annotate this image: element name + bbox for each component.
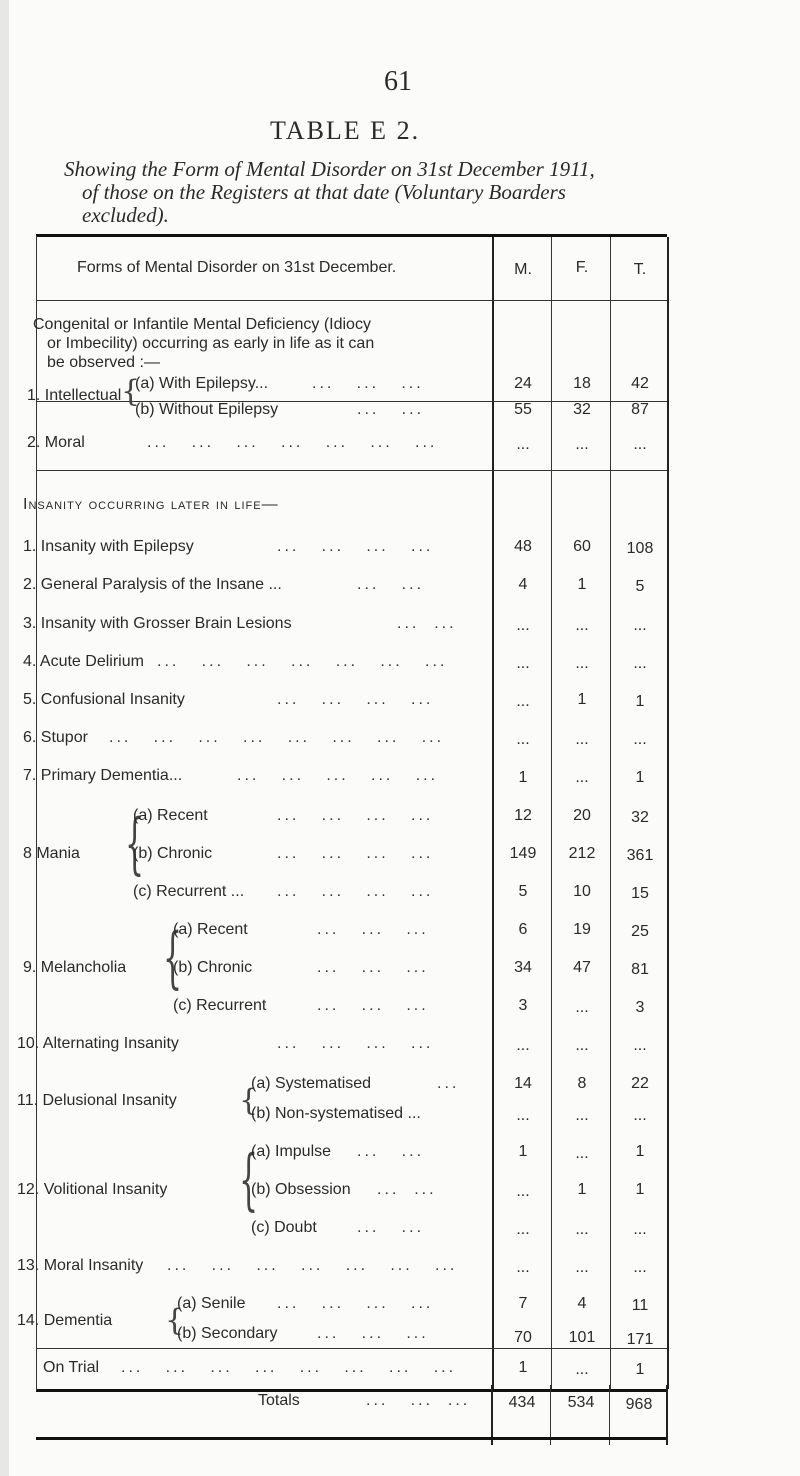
- dot-leader: ... ... ... ... ... ... ...: [147, 434, 438, 451]
- group-label-dementia: 14. Dementia: [17, 1312, 113, 1329]
- header-form: Forms of Mental Disorder on 31st December.: [77, 259, 397, 276]
- dot-leader: ... ...: [357, 401, 425, 418]
- cell-t: 1: [635, 693, 645, 710]
- dot-leader: ... ... ... ...: [277, 538, 434, 555]
- total-m: 434: [508, 1394, 536, 1411]
- cell-m: ...: [516, 731, 530, 748]
- cell-m: 1: [518, 1143, 528, 1160]
- cell-f: ...: [575, 1259, 589, 1276]
- dot-leader: ... ... ... ... ... ... ...: [167, 1257, 458, 1274]
- row-label: (a) Impulse: [251, 1143, 332, 1160]
- cell-f: ...: [575, 731, 589, 748]
- cell-t: ...: [633, 1259, 647, 1276]
- cell-m: 55: [514, 401, 532, 418]
- cell-t: ...: [633, 1037, 647, 1054]
- cell-f: 1: [577, 691, 587, 708]
- row-label: 3. Insanity with Grosser Brain Lesions: [23, 615, 292, 632]
- cell-f: 18: [573, 375, 591, 392]
- cell-f: 1: [577, 1181, 587, 1198]
- cell-f: ...: [575, 1361, 589, 1378]
- row-label: (b) Chronic: [173, 959, 253, 976]
- cell-m: ...: [516, 436, 530, 453]
- brace-icon: {: [125, 806, 145, 884]
- dot-leader: ... ... ...: [317, 1325, 429, 1342]
- brace-icon: {: [121, 374, 141, 409]
- cell-t: 11: [631, 1297, 649, 1314]
- cell-m: 1: [518, 1359, 528, 1376]
- section-rule: [37, 470, 667, 471]
- totals-rule: [37, 1348, 667, 1349]
- row-label: (c) Doubt: [251, 1219, 317, 1236]
- group-label-delusional: 11. Delusional Insanity: [17, 1092, 177, 1109]
- cell-t: 87: [631, 401, 649, 418]
- column-rule: [550, 1385, 551, 1445]
- column-rule: [492, 237, 494, 1389]
- cell-m: 7: [518, 1295, 528, 1312]
- cell-m: 24: [514, 375, 532, 392]
- cell-m: 3: [518, 997, 528, 1014]
- cell-f: 47: [573, 959, 591, 976]
- cell-m: ...: [516, 1037, 530, 1054]
- cell-t: 1: [635, 769, 645, 786]
- page-edge-shadow: [0, 0, 9, 1476]
- cell-m: 48: [514, 538, 532, 555]
- brace-icon: {: [165, 1303, 185, 1338]
- cell-t: ...: [633, 731, 647, 748]
- cell-m: 12: [514, 807, 532, 824]
- table-caption: [64, 158, 744, 227]
- row-label: (b) Non-systematised ...: [251, 1105, 421, 1122]
- column-rule: [609, 1385, 610, 1445]
- header-total: T.: [633, 261, 647, 278]
- cell-m: 1: [518, 769, 528, 786]
- cell-t: 361: [626, 847, 654, 864]
- cell-t: 171: [626, 1331, 654, 1348]
- dot-leader: ... ... ...: [317, 921, 429, 938]
- header-rule: [37, 300, 667, 301]
- brace-icon: {: [163, 920, 183, 998]
- dot-leader: ... ... ... ...: [277, 1035, 434, 1052]
- caption-line: Showing the Form of Mental Disorder on 31st December 1911,: [64, 157, 595, 181]
- brace-icon: {: [239, 1142, 259, 1220]
- totals-row: [36, 1391, 666, 1451]
- cell-t: ...: [633, 436, 647, 453]
- cell-f: ...: [575, 999, 589, 1016]
- dot-leader: ... ... ... ...: [277, 1295, 434, 1312]
- cell-m: 5: [518, 883, 528, 900]
- row-label: 7. Primary Dementia...: [23, 767, 183, 784]
- row-label: 1. Insanity with Epilepsy: [23, 538, 194, 555]
- dot-leader: ... ...: [357, 1143, 425, 1160]
- cell-f: 32: [573, 401, 591, 418]
- cell-f: ...: [575, 617, 589, 634]
- row-label: 2. Moral: [27, 434, 85, 451]
- dot-leader: ... ...: [377, 1181, 437, 1198]
- cell-t: ...: [633, 655, 647, 672]
- cell-t: 22: [631, 1075, 649, 1092]
- cell-m: 70: [514, 1329, 532, 1346]
- cell-f: 212: [568, 845, 596, 862]
- cell-f: 60: [573, 538, 591, 555]
- row-label: (b) Chronic: [133, 845, 213, 862]
- cell-t: 108: [626, 540, 654, 557]
- dot-leader: ... ...: [357, 1219, 425, 1236]
- cell-f: 101: [568, 1329, 596, 1346]
- caption-line: of those on the Registers at that date (Voluntary Boarders: [82, 180, 566, 204]
- cell-f: ...: [575, 1145, 589, 1162]
- cell-f: ...: [575, 655, 589, 672]
- cell-t: 32: [631, 809, 649, 826]
- group-label-volitional: 12. Volitional Insanity: [17, 1181, 168, 1198]
- dot-leader: ... ... ...: [317, 997, 429, 1014]
- cell-f: 4: [577, 1295, 587, 1312]
- table-title: TABLE E 2.: [270, 116, 421, 145]
- cell-m: 4: [518, 576, 528, 593]
- cell-m: ...: [516, 1107, 530, 1124]
- table-bottom-rule: [36, 1437, 666, 1440]
- group-label-melancholia: 9. Melancholia: [23, 959, 127, 976]
- cell-t: 25: [631, 923, 649, 940]
- page-number: 61: [384, 66, 412, 97]
- disorder-table: [17, 234, 667, 1392]
- dot-leader: ... ... ...: [312, 375, 424, 392]
- cell-f: 10: [573, 883, 591, 900]
- header-male: M.: [514, 261, 532, 278]
- cell-m: ...: [516, 655, 530, 672]
- group-label-mania: 8 Mania: [23, 845, 80, 862]
- congenital-intro-line: be observed :—: [47, 354, 160, 371]
- totals-label: Totals: [258, 1392, 300, 1409]
- cell-t: 1: [635, 1361, 645, 1378]
- cell-m: 6: [518, 921, 528, 938]
- cell-t: 5: [635, 578, 645, 595]
- cell-f: 1: [577, 576, 587, 593]
- cell-f: ...: [575, 769, 589, 786]
- caption-line: excluded).: [82, 203, 169, 227]
- dot-leader: ... ... ... ... ... ... ... ...: [121, 1359, 457, 1376]
- total-f: 534: [567, 1394, 595, 1411]
- header-female: F.: [575, 259, 589, 276]
- column-rule: [491, 1385, 493, 1445]
- cell-f: ...: [575, 1221, 589, 1238]
- dot-leader: ... ... ... ...: [277, 845, 434, 862]
- row-label: (c) Recurrent: [173, 997, 267, 1014]
- brace-icon: {: [239, 1083, 259, 1118]
- dot-leader: ...: [437, 1075, 460, 1092]
- row-label: (c) Recurrent ...: [133, 883, 245, 900]
- total-t: 968: [625, 1396, 653, 1413]
- row-label: (a) Systematised: [251, 1075, 372, 1092]
- cell-f: 8: [577, 1075, 587, 1092]
- column-rule: [551, 237, 552, 1389]
- row-label: (b) Without Epilepsy: [135, 401, 279, 418]
- cell-t: 42: [631, 375, 649, 392]
- dot-leader: ... ... ... ... ... ... ... ...: [109, 729, 445, 746]
- dot-leader: ... ... ... ...: [277, 883, 434, 900]
- row-label: (a) Recent: [173, 921, 248, 938]
- row-label: 6. Stupor: [23, 729, 88, 746]
- dot-leader: ... ...: [397, 615, 457, 632]
- cell-t: 15: [631, 885, 649, 902]
- congenital-intro-line: or Imbecility) occurring as early in life as it can: [47, 335, 375, 352]
- group-label-intellectual: 1. Intellectual: [27, 387, 122, 404]
- dot-leader: ... ... ...: [317, 959, 429, 976]
- cell-t: 3: [635, 999, 645, 1016]
- cell-f: 20: [573, 807, 591, 824]
- row-label: 2. General Paralysis of the Insane ...: [23, 576, 282, 593]
- row-label: (a) Senile: [177, 1295, 246, 1312]
- cell-f: ...: [575, 1037, 589, 1054]
- dot-leader: ... ... ... ...: [277, 807, 434, 824]
- cell-m: ...: [516, 1259, 530, 1276]
- cell-f: ...: [575, 1107, 589, 1124]
- cell-m: 14: [514, 1075, 532, 1092]
- row-label: 4. Acute Delirium: [23, 653, 144, 670]
- cell-m: ...: [516, 693, 530, 710]
- row-label: (b) Secondary: [177, 1325, 278, 1342]
- cell-t: 1: [635, 1143, 645, 1160]
- row-label: (b) Obsession: [251, 1181, 351, 1198]
- cell-t: 1: [635, 1181, 645, 1198]
- cell-m: ...: [516, 1183, 530, 1200]
- cell-t: ...: [633, 1221, 647, 1238]
- cell-f: 19: [573, 921, 591, 938]
- cell-m: ...: [516, 617, 530, 634]
- dot-leader: ... ... ...: [366, 1392, 471, 1409]
- cell-m: 34: [514, 959, 532, 976]
- row-label: On Trial: [43, 1359, 100, 1376]
- dot-leader: ... ... ... ... ...: [237, 767, 439, 784]
- cell-t: 81: [631, 961, 649, 978]
- row-label: 10. Alternating Insanity: [17, 1035, 179, 1052]
- cell-t: ...: [633, 1107, 647, 1124]
- dot-leader: ... ... ... ... ... ... ...: [157, 653, 448, 670]
- cell-t: ...: [633, 617, 647, 634]
- column-rule: [610, 237, 611, 1389]
- cell-f: ...: [575, 436, 589, 453]
- dot-leader: ... ... ... ...: [277, 691, 434, 708]
- row-label: 13. Moral Insanity: [17, 1257, 144, 1274]
- row-label: (a) Recent: [133, 807, 208, 824]
- cell-m: ...: [516, 1221, 530, 1238]
- column-rule: [666, 1385, 668, 1445]
- congenital-intro-line: Congenital or Infantile Mental Deficiency (Idiocy: [33, 316, 371, 333]
- row-label: 5. Confusional Insanity: [23, 691, 185, 708]
- dot-leader: ... ...: [357, 576, 425, 593]
- row-label: (a) With Epilepsy...: [135, 375, 269, 392]
- cell-m: 149: [509, 845, 537, 862]
- section-heading: Insanity occurring later in life—: [23, 496, 279, 513]
